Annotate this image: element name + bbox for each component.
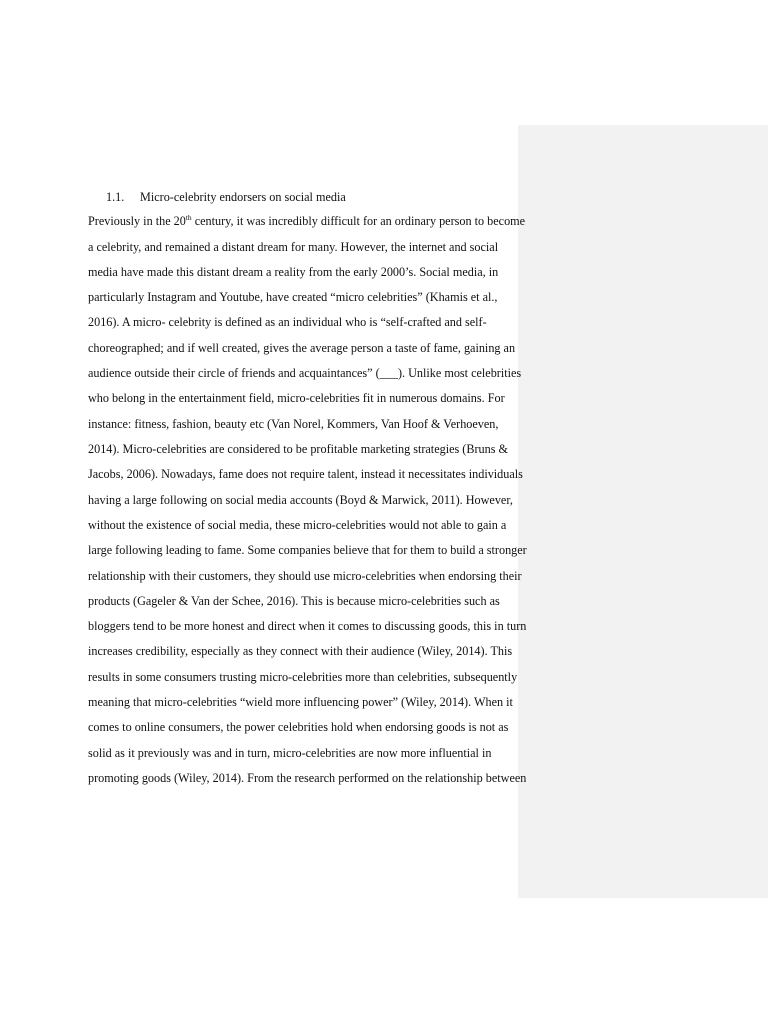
paragraph-line: meaning that micro-celebrities “wield more influencing power” (Wiley, 2014). When it [88,695,513,709]
section-number: 1.1. [106,190,125,204]
paragraph-line: Jacobs, 2006). Nowadays, fame does not require talent, instead it necessitates individuals [88,467,523,481]
section-title: Micro-celebrity endorsers on social media [140,190,346,204]
paragraph-line: comes to online consumers, the power celebrities hold when endorsing goods is not as [88,720,509,734]
paragraph-line: a celebrity, and remained a distant dream for many. However, the internet and social [88,240,499,254]
paragraph-line: choreographed; and if well created, gives the average person a taste of fame, gaining an [88,341,516,355]
paragraph-line: 2014). Micro-celebrities are considered to be profitable marketing strategies (Bruns & [88,442,508,456]
paragraph-line: promoting goods (Wiley, 2014). From the research performed on the relationship between [88,771,527,785]
paragraph-line: 2016). A micro- celebrity is defined as an individual who is “self-crafted and self- [88,315,487,329]
comment-pane [518,125,768,898]
paragraph-line: solid as it previously was and in turn, micro-celebrities are now more influential in [88,746,492,760]
paragraph-line: having a large following on social media accounts (Boyd & Marwick, 2011). However, [88,493,513,507]
paragraph-line: increases credibility, especially as they connect with their audience (Wiley, 2014). This [88,644,513,658]
paragraph-line: results in some consumers trusting micro-celebrities more than celebrities, subsequently [88,670,518,684]
paragraph-line: audience outside their circle of friends and acquaintances” (___). Unlike most celebrities [88,366,522,380]
paragraph-line: relationship with their customers, they should use micro-celebrities when endorsing their [88,569,522,583]
paragraph-line: Previously in the 20th century, it was incredibly difficult for an ordinary person to become [88,213,526,228]
section-heading [106,190,346,205]
paragraph-line: who belong in the entertainment field, micro-celebrities fit in numerous domains. For [88,391,505,405]
paragraph-line: products (Gageler & Van der Schee, 2016). This is because micro-celebrities such as [88,594,500,608]
paragraph-line: without the existence of social media, these micro-celebrities would not able to gain a [88,518,507,532]
paragraph-line: media have made this distant dream a reality from the early 2000’s. Social media, in [88,265,499,279]
paragraph-line: bloggers tend to be more honest and direct when it comes to discussing goods, this in turn [88,619,527,633]
paragraph-line: large following leading to fame. Some companies believe that for them to build a stronger [88,543,527,557]
paragraph-line: instance: fitness, fashion, beauty etc (Van Norel, Kommers, Van Hoof & Verhoeven, [88,417,499,431]
paragraph-line: particularly Instagram and Youtube, have created “micro celebrities” (Khamis et al., [88,290,498,304]
